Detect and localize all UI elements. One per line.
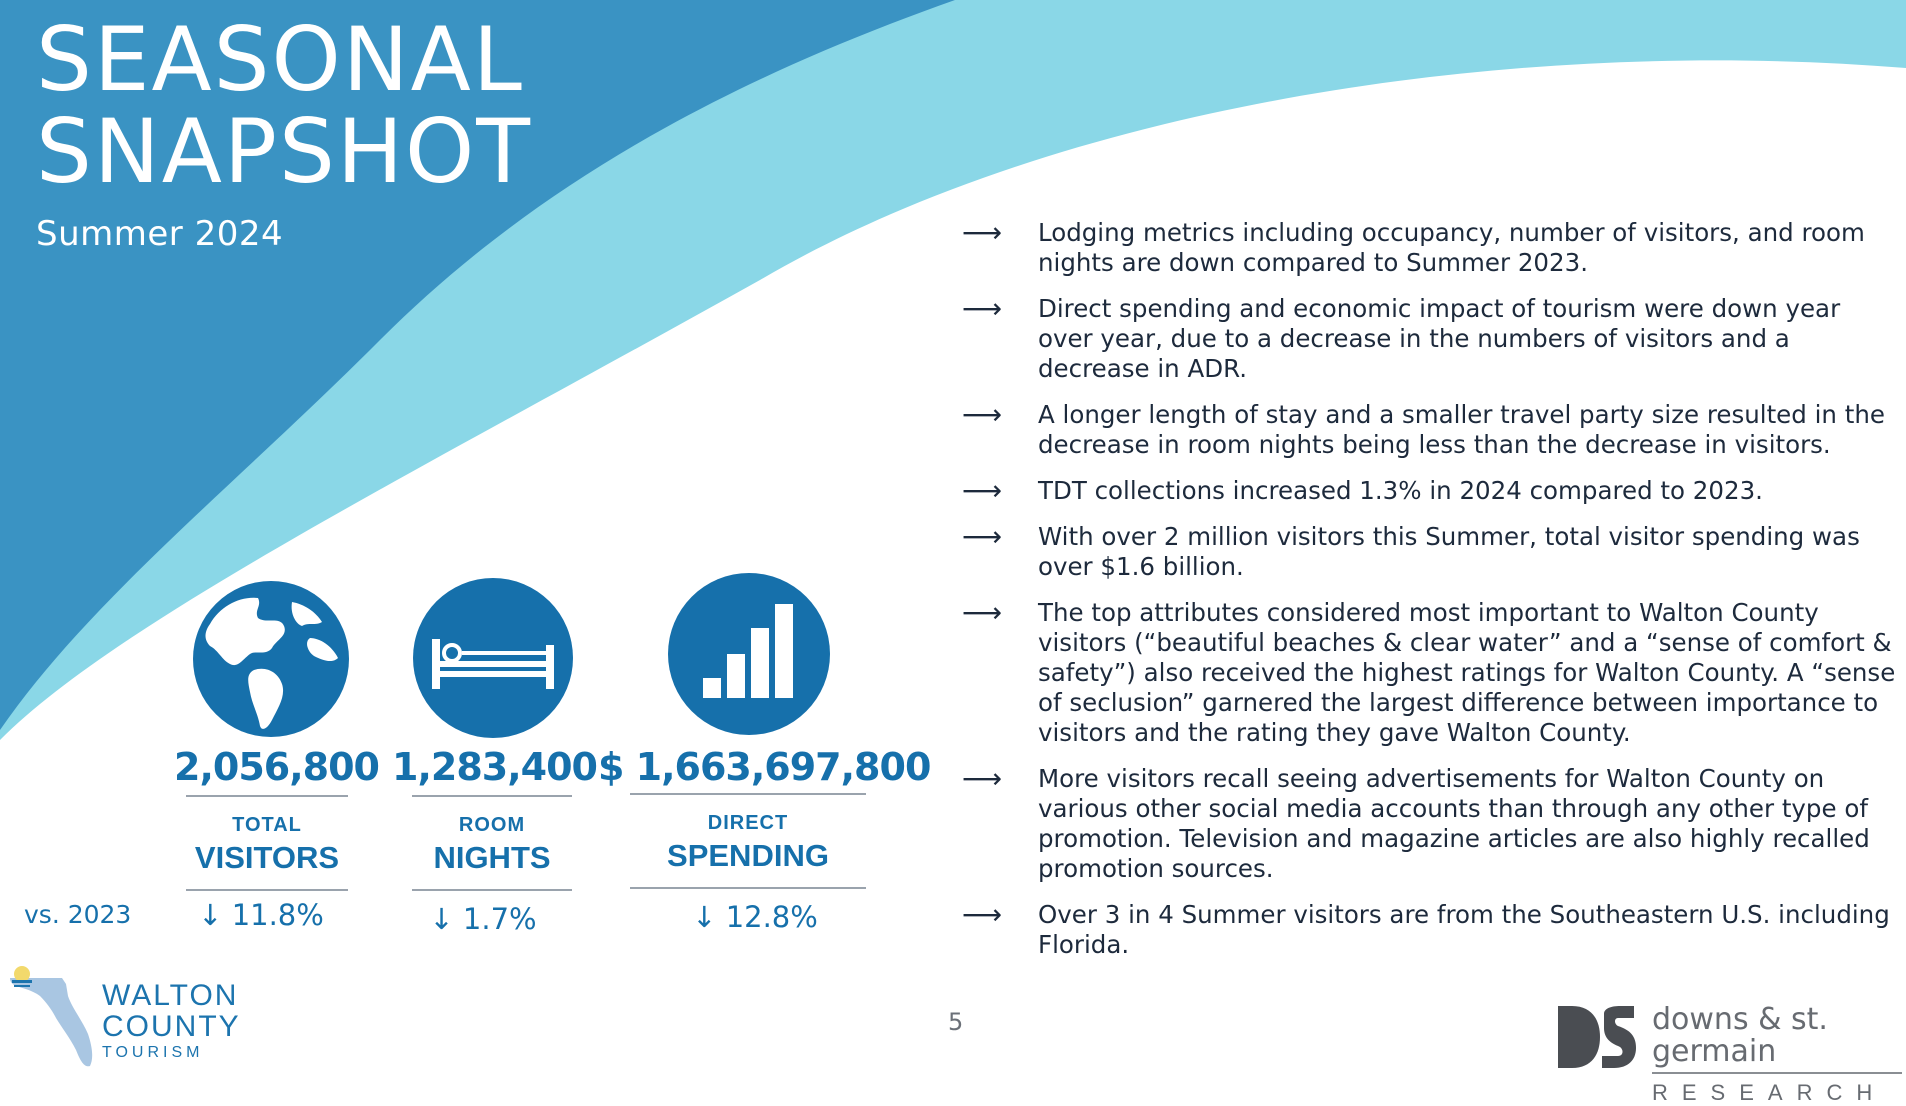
room-nights-label-small: ROOM (458, 814, 526, 836)
dsg-logo (1652, 1004, 1906, 1106)
dsg-logo-name: downs & st. germain (1652, 1002, 1828, 1069)
direct-spending-label-big: SPENDING (667, 838, 829, 873)
arrow-icon: ⟶ (962, 217, 1003, 248)
title-block (36, 8, 533, 254)
page-number: 5 (948, 1008, 964, 1036)
bullet-text: Lodging metrics including occupancy, number of visitors, and room nights are down compared to Summer 2023. (1038, 218, 1865, 277)
divider (186, 889, 348, 891)
divider (186, 795, 348, 797)
bullet-list (958, 218, 1898, 976)
list-item (958, 522, 1898, 582)
total-visitors-change: ↓ 11.8% (198, 898, 324, 932)
ds-monogram-icon (1558, 1006, 1636, 1068)
list-item (958, 476, 1898, 506)
page-subtitle: Summer 2024 (36, 214, 284, 254)
room-nights-label-big: NIGHTS (433, 840, 551, 875)
divider (412, 795, 572, 797)
arrow-icon: ⟶ (962, 597, 1003, 628)
arrow-icon: ⟶ (962, 763, 1003, 794)
divider (630, 793, 866, 795)
page-title-line2: SNAPSHOT (36, 100, 533, 203)
arrow-icon: ⟶ (962, 899, 1003, 930)
list-item (958, 218, 1898, 278)
total-visitors-value: 2,056,800 (174, 745, 379, 789)
total-visitors-label-big: VISITORS (194, 840, 340, 875)
walton-county-logo (102, 980, 241, 1062)
direct-spending-label-small: DIRECT (707, 812, 789, 834)
bullet-text: TDT collections increased 1.3% in 2024 compared to 2023. (1038, 476, 1763, 505)
list-item (958, 598, 1898, 748)
bed-icon (412, 577, 574, 739)
divider (412, 889, 572, 891)
arrow-icon: ⟶ (962, 521, 1003, 552)
arrow-icon: ⟶ (962, 293, 1003, 324)
arrow-icon: ⟶ (962, 475, 1003, 506)
list-item (958, 294, 1898, 384)
logo-text-county: COUNTY (102, 1010, 241, 1043)
globe-icon (192, 580, 350, 738)
divider (1652, 1072, 1902, 1074)
list-item (958, 764, 1898, 884)
arrow-icon: ⟶ (962, 399, 1003, 430)
logo-text-tourism: TOURISM (102, 1044, 204, 1061)
comparison-year-label: vs. 2023 (24, 900, 132, 929)
list-item (958, 900, 1898, 960)
bullet-text: Over 3 in 4 Summer visitors are from the Southeastern U.S. including Florida. (1038, 900, 1890, 959)
logo-text-walton: WALTON (102, 979, 239, 1012)
bar-chart-icon (667, 572, 831, 736)
bullet-text: More visitors recall seeing advertisements for Walton County on various other social media accounts than through any other type of promotion. Television and magazine articles are also highly recalled promotion sources. (1038, 764, 1870, 883)
page-title-line1: SEASONAL (36, 8, 524, 111)
bullet-text: With over 2 million visitors this Summer, total visitor spending was over $1.6 billion. (1038, 522, 1860, 581)
list-item (958, 400, 1898, 460)
total-visitors-label-small: TOTAL (232, 814, 302, 836)
room-nights-change: ↓ 1.7% (429, 902, 537, 936)
bullet-text: A longer length of stay and a smaller travel party size resulted in the decrease in room nights being less than the decrease in visitors. (1038, 400, 1885, 459)
room-nights-value: 1,283,400 (392, 745, 597, 789)
bullet-text: Direct spending and economic impact of tourism were down year over year, due to a decrease in the numbers of visitors and a decrease in ADR. (1038, 294, 1841, 383)
direct-spending-change: ↓ 12.8% (692, 900, 818, 934)
dsg-logo-research: RESEARCH (1652, 1080, 1887, 1105)
bullet-text: The top attributes considered most important to Walton County visitors (“beautiful beaches & clear water” and a “sense of comfort & safety”) also received the highest ratings for Walton County. A “sense of seclusion” garnered the largest difference between importance to visitors and the rating they gave Walton County. (1038, 598, 1896, 747)
divider (630, 887, 866, 889)
direct-spending-value: $ 1,663,697,800 (598, 745, 931, 789)
